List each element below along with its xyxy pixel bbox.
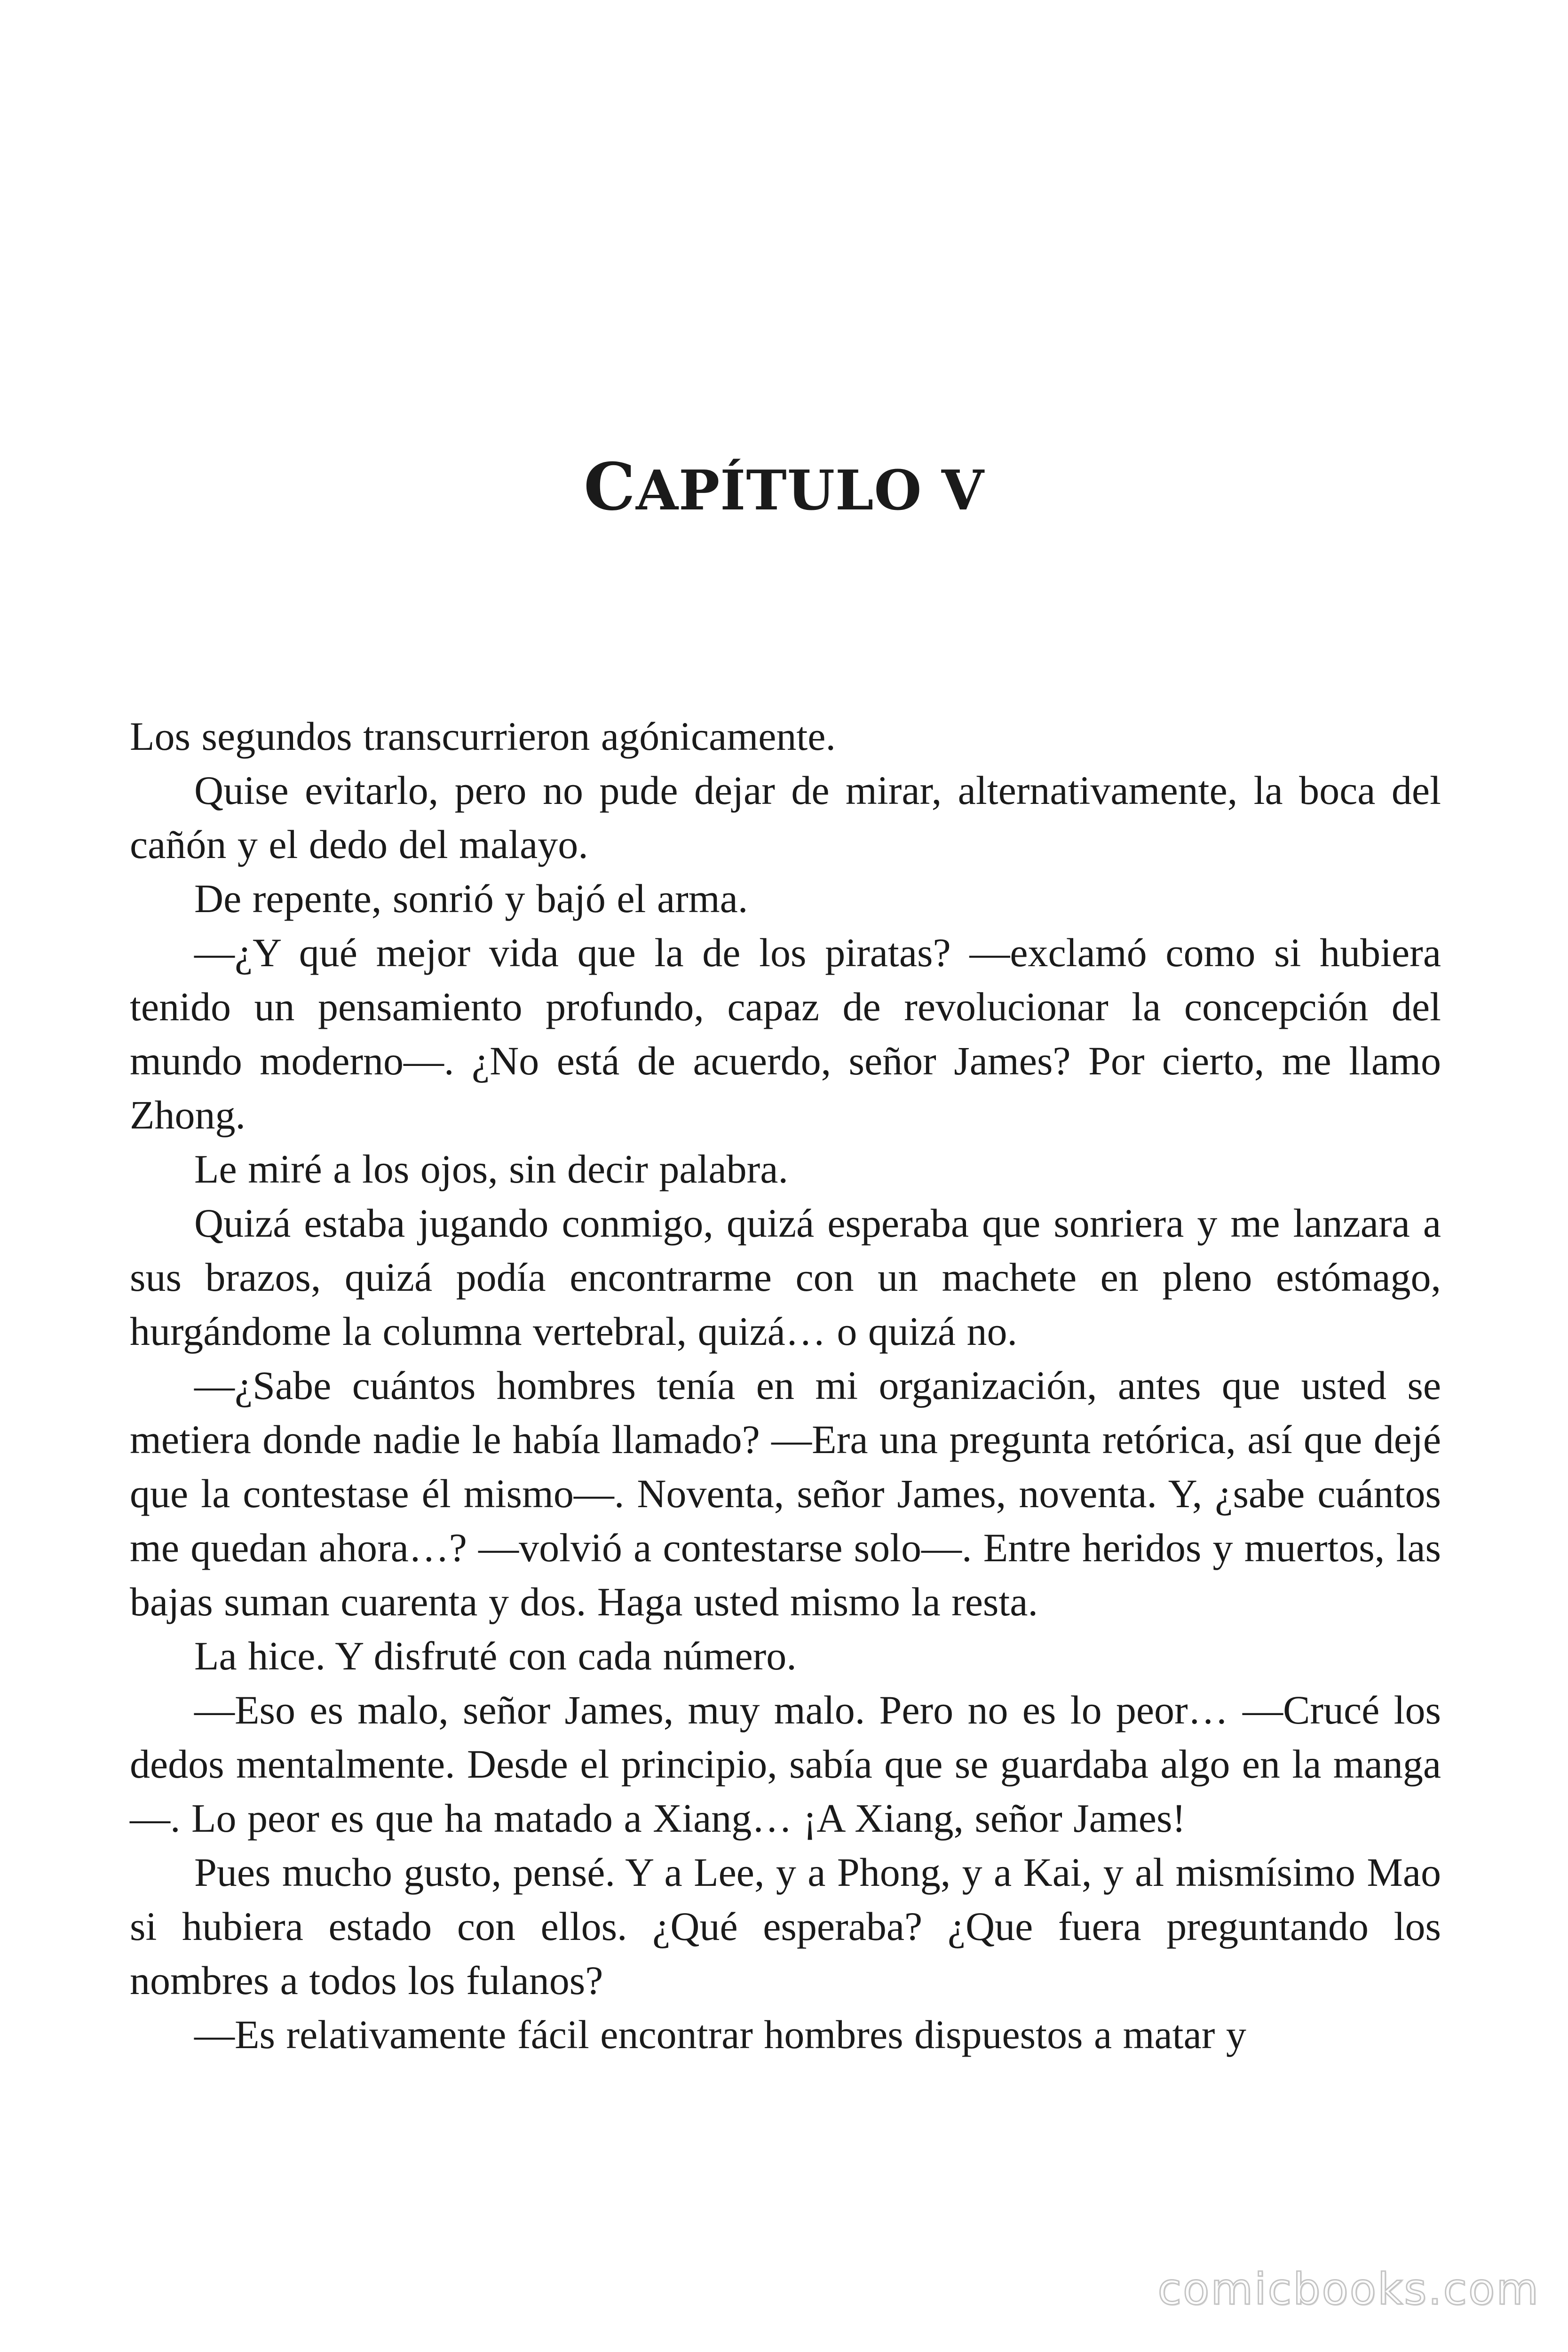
paragraph: Le miré a los ojos, sin decir palabra. (194, 1146, 788, 1192)
chapter-title (0, 448, 1568, 526)
watermark: comicbooks.com (1157, 2264, 1540, 2314)
paragraph: Quise evitarlo, pero no pude dejar de mirar, alternativamente, la boca del cañón y el dedo del malayo. (130, 768, 1441, 867)
paragraph: De repente, sonrió y bajó el arma. (194, 876, 748, 921)
paragraph: Quizá estaba jugando conmigo, quizá esperaba que sonriera y me lanzara a sus brazos, quizá podía encontrarme con un machete en pleno estómago, hurgándome la columna vertebral, quizá… o quizá no. (130, 1200, 1441, 1354)
paragraph: —Es relativamente fácil encontrar hombres dispuestos a matar y (194, 2012, 1246, 2057)
paragraph: Los segundos transcurrieron agónicamente. (130, 714, 836, 759)
chapter-title-rest: APÍTULO V (635, 459, 984, 523)
paragraph: —¿Sabe cuántos hombres tenía en mi organización, antes que usted se metiera donde nadie le había llamado? —Era una pregunta retórica, así que dejé que la contestase él mismo—. Noventa, señor James, noventa. Y, ¿sabe cuántos me quedan ahora…? —volvió a contestarse solo—. Entre heridos y muertos, las bajas suman cuarenta y dos. Haga usted mismo la resta. (130, 1363, 1441, 1624)
chapter-title-initial: C (584, 448, 636, 525)
chapter-body (130, 709, 1441, 2062)
paragraph: Pues mucho gusto, pensé. Y a Lee, y a Phong, y a Kai, y al mismísimo Mao si hubiera estado con ellos. ¿Qué esperaba? ¿Que fuera preguntando los nombres a todos los fulanos? (130, 1850, 1441, 2003)
paragraph: La hice. Y disfruté con cada número. (194, 1633, 797, 1678)
paragraph: —Eso es malo, señor James, muy malo. Pero no es lo peor… —Crucé los dedos mentalmente. Desde el principio, sabía que se guardaba algo en la manga—. Lo peor es que ha matado a Xiang… ¡A Xiang, señor James! (130, 1687, 1441, 1841)
paragraph: —¿Y qué mejor vida que la de los piratas? —exclamó como si hubiera tenido un pensamiento profundo, capaz de revolucionar la concepción del mundo moderno—. ¿No está de acuerdo, señor James? Por cierto, me llamo Zhong. (130, 930, 1441, 1137)
